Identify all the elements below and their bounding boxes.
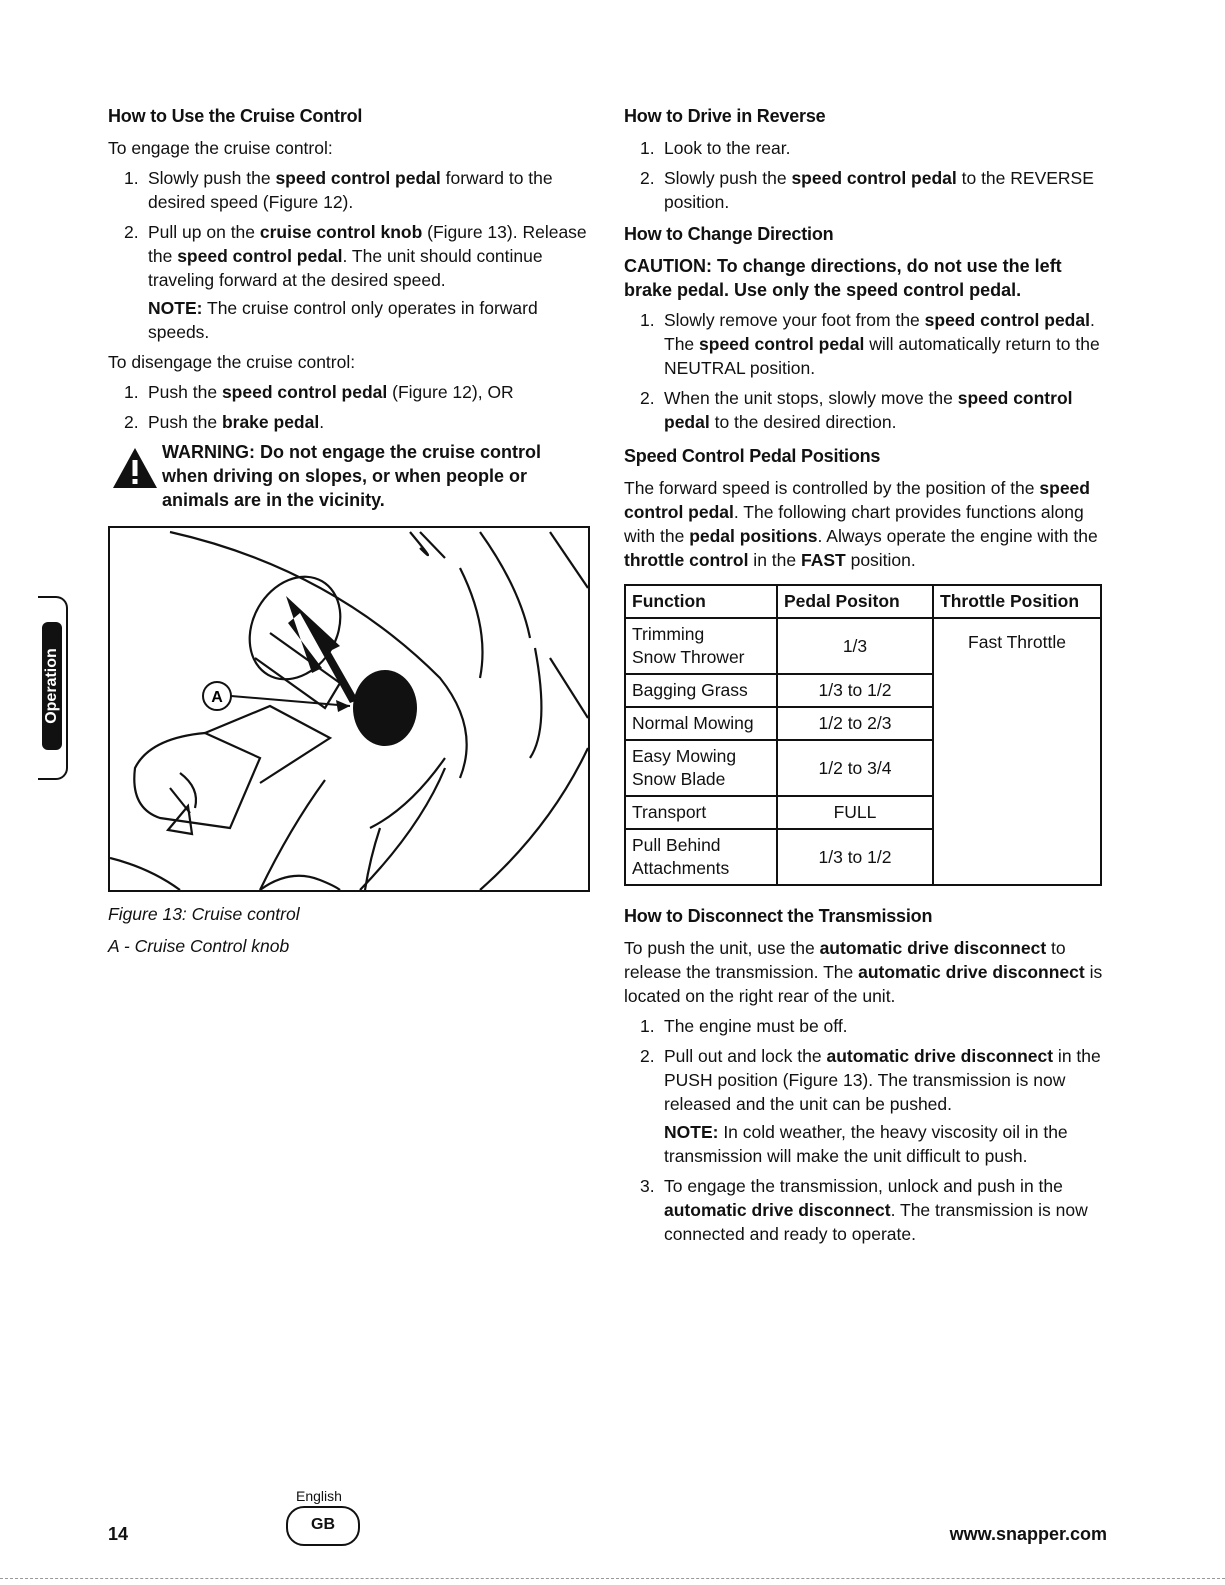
function-cell: Easy Mowing Snow Blade xyxy=(625,740,777,796)
figure-caption: Figure 13: Cruise control xyxy=(108,904,300,924)
page-number: 14 xyxy=(108,1524,129,1544)
step-number: 2. xyxy=(124,412,139,432)
function-cell: Trimming Snow Thrower xyxy=(625,618,777,674)
step-bold: automatic drive disconnect xyxy=(664,1200,891,1220)
figure-label-a: A xyxy=(211,689,223,706)
section-tab-label: Operation xyxy=(43,648,60,724)
step-text: Push the xyxy=(148,412,222,432)
para-text: to release the transmission. The xyxy=(624,938,1066,982)
bottom-rule xyxy=(0,1578,1225,1579)
reverse-steps xyxy=(624,136,1106,214)
list-item xyxy=(624,1174,1106,1246)
step-text: . The xyxy=(664,310,1095,354)
table-header-row xyxy=(625,585,1101,618)
list-item xyxy=(624,1044,1106,1168)
note-label: NOTE: xyxy=(664,1122,719,1142)
note xyxy=(148,296,590,344)
list-item xyxy=(624,136,1106,160)
step-number: 1. xyxy=(640,310,655,330)
positions-text xyxy=(624,476,1106,572)
figure-caption-legend: A - Cruise Control knob xyxy=(108,936,290,956)
step-text: . The transmission is now connected and ready to operate. xyxy=(664,1200,1088,1244)
para-text: is located on the right rear of the unit. xyxy=(624,962,1103,1006)
para-bold: throttle control xyxy=(624,550,749,570)
warning-text: WARNING: Do not engage the cruise control when driving on slopes, or when people or animals are in the vicinity. xyxy=(162,442,542,510)
para-text: position. xyxy=(845,550,916,570)
language-label: English xyxy=(296,1488,342,1504)
pedal-cell: 1/2 to 3/4 xyxy=(777,740,933,796)
disengage-intro: To disengage the cruise control: xyxy=(108,352,356,372)
figure-cruise-control xyxy=(108,526,590,892)
list-item xyxy=(108,166,590,214)
step-bold: speed control pedal xyxy=(699,334,865,354)
step-number: 2. xyxy=(124,222,139,242)
step-text: Slowly remove your foot from the xyxy=(664,310,925,330)
reverse-heading: How to Drive in Reverse xyxy=(624,106,826,126)
para-text: To push the unit, use the xyxy=(624,938,820,958)
para-bold: FAST xyxy=(800,550,846,570)
para-text: The forward speed is controlled by the position of the xyxy=(624,478,1040,498)
caution-text: CAUTION: To change directions, do not use the left brake pedal. Use only the speed control pedal. xyxy=(624,256,1062,300)
column-header: Pedal Positon xyxy=(777,585,933,618)
step-text: Pull up on the xyxy=(148,222,260,242)
step-bold: speed control pedal xyxy=(221,382,388,402)
step-bold: speed control pedal xyxy=(924,310,1090,330)
disconnect-steps xyxy=(624,1014,1106,1246)
para-bold: pedal positions xyxy=(689,526,818,546)
step-text: to the REVERSE position. xyxy=(664,168,1094,212)
list-item xyxy=(624,386,1106,434)
step-bold: speed control pedal xyxy=(664,388,1073,432)
disengage-steps xyxy=(108,380,590,434)
left-column xyxy=(108,104,590,958)
language-code-badge: GB xyxy=(286,1506,360,1546)
pedal-cell: 1/3 to 1/2 xyxy=(777,674,933,707)
note-text: The cruise control only operates in forward speeds. xyxy=(148,298,538,342)
column-header: Throttle Position xyxy=(933,585,1101,618)
step-bold: cruise control knob xyxy=(259,222,423,242)
disconnect-text xyxy=(624,936,1106,1008)
pedal-cell: 1/3 xyxy=(777,618,933,674)
step-text: The engine must be off. xyxy=(664,1016,848,1036)
note xyxy=(664,1120,1106,1168)
step-bold: brake pedal xyxy=(221,412,320,432)
step-number: 2. xyxy=(640,168,655,188)
function-cell: Transport xyxy=(625,796,777,829)
step-text: Slowly push the xyxy=(148,168,276,188)
column-header: Function xyxy=(625,585,777,618)
para-bold: automatic drive disconnect xyxy=(819,938,1047,958)
right-column xyxy=(624,104,1106,1252)
note-label: NOTE: xyxy=(148,298,203,318)
step-text: to the desired direction. xyxy=(709,412,897,432)
engage-steps xyxy=(108,166,590,344)
engage-intro: To engage the cruise control: xyxy=(108,138,333,158)
step-number: 1. xyxy=(124,168,139,188)
para-text: . Always operate the engine with the xyxy=(817,526,1098,546)
para-bold: speed control pedal xyxy=(624,478,1090,522)
cruise-control-illustration xyxy=(110,528,588,890)
para-text: . The following chart provides functions along with the xyxy=(624,502,1084,546)
step-text: Pull out and lock the xyxy=(664,1046,827,1066)
function-cell: Pull Behind Attachments xyxy=(625,829,777,885)
throttle-cell: Fast Throttle xyxy=(933,618,1101,885)
step-number: 2. xyxy=(640,388,655,408)
step-text: Push the xyxy=(148,382,222,402)
step-text: Slowly push the xyxy=(664,168,792,188)
warning-block xyxy=(108,440,590,512)
list-item xyxy=(108,410,590,434)
list-item xyxy=(624,308,1106,380)
note-text: In cold weather, the heavy viscosity oil in the transmission will make the unit difficult to push. xyxy=(664,1122,1068,1166)
step-bold: automatic drive disconnect xyxy=(826,1046,1054,1066)
step-number: 3. xyxy=(640,1176,655,1196)
step-bold: speed control pedal xyxy=(275,168,441,188)
step-text: (Figure 13). Release the xyxy=(148,222,587,266)
direction-heading: How to Change Direction xyxy=(624,224,834,244)
positions-heading: Speed Control Pedal Positions xyxy=(624,446,881,466)
pedal-cell: FULL xyxy=(777,796,933,829)
step-number: 1. xyxy=(640,1016,655,1036)
step-number: 2. xyxy=(640,1046,655,1066)
step-text: Look to the rear. xyxy=(664,138,791,158)
step-number: 1. xyxy=(640,138,655,158)
step-text: forward to the desired speed (Figure 12). xyxy=(148,168,553,212)
step-text: will automatically return to the NEUTRAL position. xyxy=(664,334,1100,378)
step-number: 1. xyxy=(124,382,139,402)
disconnect-heading: How to Disconnect the Transmission xyxy=(624,906,933,926)
pedal-positions-table xyxy=(624,584,1102,886)
list-item xyxy=(108,220,590,344)
step-bold: speed control pedal xyxy=(791,168,957,188)
pedal-cell: 1/3 to 1/2 xyxy=(777,829,933,885)
step-text: . The unit should continue traveling forward at the desired speed. xyxy=(148,246,543,290)
list-item xyxy=(624,166,1106,214)
step-text: To engage the transmission, unlock and push in the xyxy=(664,1176,1063,1196)
function-cell: Bagging Grass xyxy=(625,674,777,707)
step-bold: speed control pedal xyxy=(177,246,343,266)
warning-triangle-icon xyxy=(108,446,162,490)
step-text: in the PUSH position (Figure 13). The transmission is now released and the unit can be pushed. xyxy=(664,1046,1101,1114)
direction-steps xyxy=(624,308,1106,434)
step-text: . xyxy=(319,412,325,432)
footer-url: www.snapper.com xyxy=(949,1524,1107,1544)
para-text: in the xyxy=(748,550,801,570)
function-cell: Normal Mowing xyxy=(625,707,777,740)
step-text: When the unit stops, slowly move the xyxy=(664,388,958,408)
table-row xyxy=(625,618,1101,674)
list-item xyxy=(624,1014,1106,1038)
pedal-cell: 1/2 to 2/3 xyxy=(777,707,933,740)
section-tab xyxy=(42,622,62,750)
step-text: (Figure 12), OR xyxy=(387,382,514,402)
para-bold: automatic drive disconnect xyxy=(858,962,1085,982)
cruise-heading: How to Use the Cruise Control xyxy=(108,106,363,126)
list-item xyxy=(108,380,590,404)
